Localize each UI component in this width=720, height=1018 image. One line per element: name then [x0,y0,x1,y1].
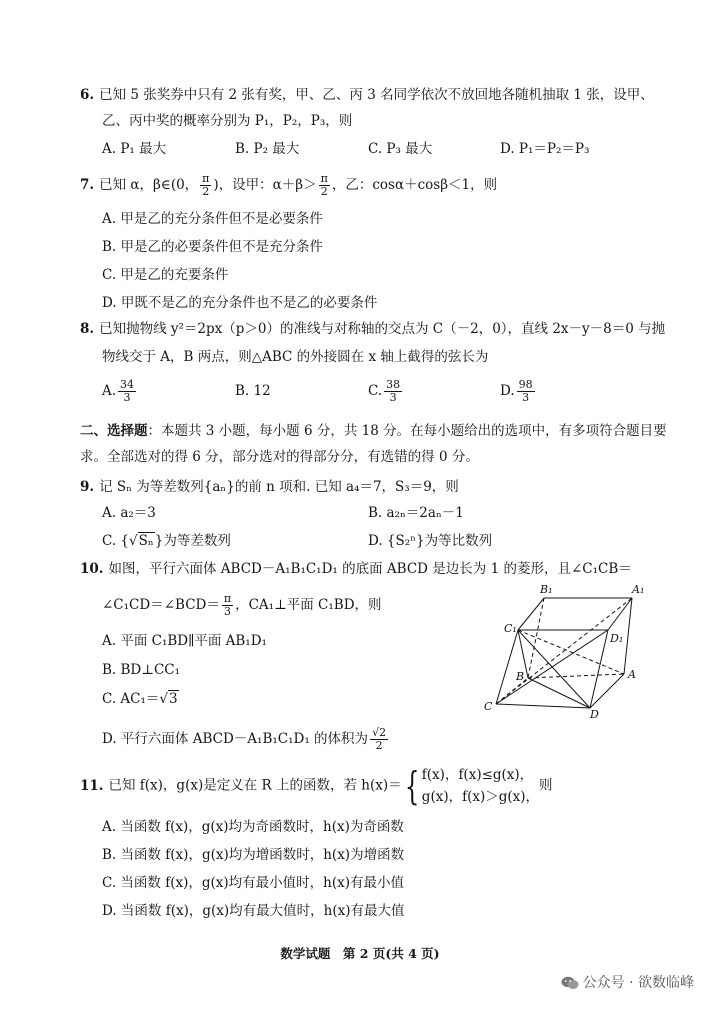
edge-b1b [528,598,544,678]
question-stem-cont: 物线交于 A，B 两点，则△ABC 的外接圆在 x 轴上截得的弦长为 [102,349,489,365]
edge-b1c1 [518,598,544,630]
diag-c1a [518,630,624,674]
option-b: B. P₂ 最大 [235,141,300,157]
option-c: C. AC₁＝√3 [102,691,178,707]
fraction: $\frac{\pi}{2}$ [202,172,210,198]
question-number: 9. [80,479,95,495]
option-c: C. {√Sₙ}为等差数列 [102,533,231,549]
question-number: 8. [80,321,95,337]
option-d: D. 甲既不是乙的充分条件也不是乙的必要条件 [102,295,378,311]
option-a: A. 当函数 f(x)，g(x)均为奇函数时，h(x)为奇函数 [102,819,404,835]
diag-cd1 [496,630,608,704]
edge-da [590,674,624,708]
option-d: D. 当函数 f(x)，g(x)均有最大值时，h(x)有最大值 [102,903,405,919]
question-stem-cont: 乙、丙中奖的概率分别为 P₁，P₂，P₃，则 [102,113,353,129]
question-number: 11. [80,777,104,794]
edge-bd [528,678,590,708]
piecewise-cases: f(x)，f(x)≤g(x)， g(x)，f(x)＞g(x)， [421,767,540,805]
label-a1: A₁ [632,583,645,596]
question-number: 10. [80,561,104,577]
option-a: A. P₁ 最大 [102,141,167,157]
option-d: D. {S₂ⁿ}为等比数列 [368,533,493,549]
label-c1: C₁ [504,622,517,635]
fraction: $\frac{\pi}{3}$ [223,592,232,618]
option-a: A. 甲是乙的充分条件但不是必要条件 [102,211,323,227]
label-d1: D₁ [610,632,624,645]
exam-page: 6. 已知 5 张奖券中只有 2 张有奖，甲、乙、丙 3 名同学依次不放回地各随机抽取 1 张，设甲、 乙、丙中奖的概率分别为 P₁，P₂，P₃，则 A. P₁ 最大 B. P₂ 最大 C. P₃ 最大 D. P₁＝P₂＝P₃ 7. 已知 α，β∈(0， $\frac{\pi}{2}$ )，设甲：α＋β＞ $\frac{\pi}{2}$ ，乙：cosα＋cosβ＜1，则 A. 甲是乙的充分条件但不是必要条件 B. 甲是乙的必要条件但不是充分条件 C. 甲是乙的充要条件 D. 甲既不是乙的充分条件也不是乙的必要条件 8. 已知抛物线 y²＝2px（p＞0）的准线与对称轴的交点为 C（－2，0），直线 2x－y－8＝0 与抛 物线交于 A，B 两点，则△ABC 的外接圆在 x 轴上截得的弦长为 A. $\frac{34}{3}$ B. 12 C. $\frac{38}{3}$ D. $\frac{98}{3}$ 二、选择题：本题共 3 小题，每小题 6 分，共 18 分。在每小题给出的选项中，有多项符合题目要 求。全部选对的得 6 分，部分选对的得部分分，有选错的得 0 分。 9. 记 Sₙ 为等差数列{aₙ}的前 n 项和. 已知 a₄＝7，S₃＝9，则 A. a₂＝3 B. a₂ₙ＝2aₙ－1 C. {√Sₙ}为等差数列 D. {S₂ⁿ}为等比数列 10. 如图，平行六面体 ABCD－A₁B₁C₁D₁ 的底面 ABCD 是边长为 1 的菱形，且∠C₁CB＝ ∠C₁CD＝∠BCD＝ $\frac{\pi}{3}$ ，CA₁⊥平面 C₁BD，则 A. 平面 C₁BD∥平面 AB₁D₁ B. BD⊥CC₁ C. AC₁＝√3 D. 平行六面体 ABCD－A₁B₁C₁D₁ 的体积为 $\frac{√2}{2}$ B₁ A₁ C₁ D₁ B A C D 11. 已知 f(x)，g(x)是定义在 R 上的函数，若 h(x)＝{ f(x)，f(x)≤g(x)， g(x)，f(x)＞g(x)， 则 A. 当函数 f(x)，g(x)均为奇函数时，h(x)为奇函数 B. 当函数 f(x)，g(x)均为增函数时，h(x)为增函数 C. 当函数 f(x)，g(x)均有最小值时，h(x)有最小值 D. 当函数 f(x)，g(x)均有最大值时，h(x)有最大值 数学试题 第 2 页(共 4 页) 公众号 · 欲数临峰 [0,0,720,1018]
option-a: A. $\frac{34}{3}$ [102,378,135,404]
option-c: C. 甲是乙的充要条件 [102,267,229,283]
option-d: D. $\frac{98}{3}$ [500,378,533,404]
option-c: C. $\frac{38}{3}$ [368,378,401,404]
option-b: B. 当函数 f(x)，g(x)均为增函数时，h(x)为增函数 [102,847,405,863]
diag-c1d [518,630,590,708]
option-c: C. P₃ 最大 [368,141,433,157]
edge-ba [528,674,624,678]
question-number: 6. [80,87,95,103]
edge-d1d [590,630,608,708]
label-d: D [590,708,599,721]
edge-a1d1 [608,598,632,630]
diag-ca1 [496,598,632,704]
option-b: B. a₂ₙ＝2aₙ－1 [368,505,464,521]
parallelepiped-figure [482,582,652,722]
page-footer: 数学试题 第 2 页(共 4 页) [280,946,440,961]
option-a: A. 平面 C₁BD∥平面 AB₁D₁ [102,633,267,649]
edge-a1a [624,598,632,674]
option-a: A. a₂＝3 [102,505,156,521]
option-b: B. 12 [235,383,271,399]
question-stem: 如图，平行六面体 ABCD－A₁B₁C₁D₁ 的底面 ABCD 是边长为 1 的菱形，且∠C₁CB＝ [108,561,632,577]
section-title: 二、选择题 [80,423,148,439]
option-b: B. 甲是乙的必要条件但不是充分条件 [102,239,324,255]
label-c: C [484,700,493,713]
option-d: D. P₁＝P₂＝P₃ [500,141,590,157]
label-b1: B₁ [540,583,553,596]
question-number: 7. [80,177,95,193]
option-b: B. BD⊥CC₁ [102,662,181,678]
option-c: C. 当函数 f(x)，g(x)均有最小值时，h(x)有最小值 [102,875,404,891]
question-stem: 已知 5 张奖券中只有 2 张有奖，甲、乙、丙 3 名同学依次不放回地各随机抽取 1 张，设甲、 [99,87,654,103]
wechat-logo-icon [561,976,579,990]
question-stem: 已知抛物线 y²＝2px（p＞0）的准线与对称轴的交点为 C（－2，0），直线 2x－y－8＝0 与抛 [99,321,666,337]
watermark-text: 公众号 · 欲数临峰 [582,975,694,991]
edge-cd [496,704,590,708]
fraction: $\frac{\pi}{2}$ [320,172,328,198]
label-b: B [516,670,525,683]
edge-c1c [496,630,518,704]
question-stem: 记 Sₙ 为等差数列{aₙ}的前 n 项和. 已知 a₄＝7，S₃＝9，则 [99,479,459,495]
option-d: D. 平行六面体 ABCD－A₁B₁C₁D₁ 的体积为 $\frac{√2}{2}$ [102,726,387,752]
watermark [561,972,694,992]
label-a: A [628,668,636,681]
